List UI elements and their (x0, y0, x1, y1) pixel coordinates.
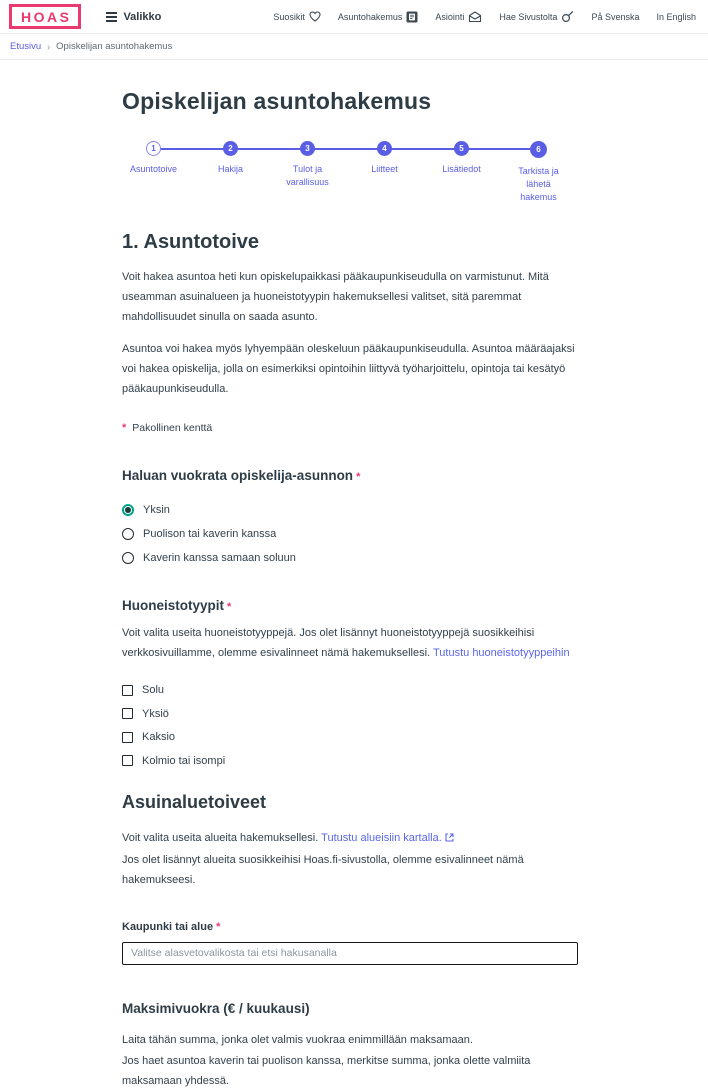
step-label: Asuntotoive (129, 164, 178, 174)
step-1-asuntotoive[interactable] (115, 141, 192, 204)
checkbox[interactable] (122, 755, 133, 766)
areas-map-link[interactable]: Tutustu alueisiin kartalla. (321, 831, 442, 844)
hoas-logo[interactable]: HOAS (9, 4, 81, 29)
nav-item-asuntohakemus[interactable] (338, 11, 419, 23)
nav-item-english[interactable] (656, 12, 696, 22)
rent-type-group-label (122, 468, 578, 483)
breadcrumb (0, 34, 708, 60)
radio-label: Puolison tai kaverin kanssa (143, 528, 277, 541)
heart-icon (309, 11, 321, 22)
apartment-types-options (122, 684, 578, 767)
search-icon (561, 10, 574, 23)
external-link-icon (445, 829, 454, 849)
application-icon (406, 11, 418, 23)
radio-button[interactable] (122, 552, 134, 564)
checkbox-label: Kaksio (142, 731, 176, 744)
step-circle: 3 (300, 141, 315, 156)
checkbox[interactable] (122, 685, 133, 696)
city-select-input[interactable] (122, 942, 578, 965)
breadcrumb-home-link[interactable]: Etusivu (10, 41, 42, 52)
rent-type-label-text: Haluan vuokrata opiskelija-asunnon (122, 468, 354, 484)
radio-option-kaverin[interactable] (122, 552, 578, 564)
apartment-types-link[interactable]: Tutustu huoneistotyyppeihin (432, 647, 570, 660)
nav-item-suosikit[interactable] (273, 11, 321, 22)
breadcrumb-separator: › (47, 41, 51, 52)
section-heading-asuinaluetoiveet: Asuinaluetoiveet (122, 791, 267, 812)
menu-button[interactable] (106, 11, 161, 23)
step-circle: 1 (146, 141, 161, 156)
nav-item-label: Asiointi (435, 11, 465, 22)
radio-label: Kaverin kanssa samaan soluun (143, 552, 296, 565)
mail-icon (468, 11, 482, 23)
checkbox-option-yksio[interactable] (122, 708, 578, 720)
required-field-note (122, 422, 578, 434)
step-circle: 2 (223, 141, 238, 156)
hamburger-icon (106, 12, 117, 22)
radio-label: Yksin (143, 504, 170, 517)
max-rent-line-1: Laita tähän summa, jonka olet valmis vuokraa enimmillään maksamaan. (122, 1033, 473, 1046)
radio-button[interactable] (122, 528, 134, 540)
nav-item-label: Suosikit (273, 11, 305, 22)
nav-item-label: In English (656, 11, 696, 22)
radio-option-puolison[interactable] (122, 528, 578, 540)
required-asterisk: * (356, 471, 361, 484)
intro-paragraph-1: Voit hakea asuntoa heti kun opiskelupaikkasi pääkaupunkiseudulla on varmistunut. Mitä useamman asuinalueen ja huoneistotyypin hakemuksellesi valitset, sitä paremmat mahdollisuudet sinulla on saada asunto. (122, 271, 549, 324)
required-asterisk: * (227, 601, 232, 614)
radio-button-checked[interactable] (122, 504, 134, 516)
nav-item-label: Asuntohakemus (337, 11, 403, 22)
step-label: Tulot ja varallisuus (286, 164, 329, 188)
checkbox-label: Yksiö (142, 707, 169, 720)
application-stepper (115, 141, 577, 204)
step-circle: 5 (454, 141, 469, 156)
step-label: Hakija (217, 164, 243, 174)
apartment-types-label-text: Huoneistotyypit (122, 598, 225, 614)
areas-line-2: Jos olet lisännyt alueita suosikkeihisi Hoas.fi-sivustolla, olemme esivalinneet nämä hakemukseesi. (122, 853, 524, 886)
areas-line-1 (122, 828, 578, 849)
checkbox[interactable] (122, 708, 133, 719)
page-title: Opiskelijan asuntohakemus (122, 88, 432, 114)
nav-item-svenska[interactable] (591, 12, 639, 22)
required-asterisk: * (216, 920, 221, 933)
radio-option-yksin[interactable] (122, 504, 578, 516)
checkbox-label: Kolmio tai isompi (142, 754, 226, 767)
step-label: Tarkista ja lähetä hakemus (518, 166, 559, 203)
nav-item-search[interactable] (499, 10, 574, 23)
menu-label: Valikko (123, 10, 162, 23)
step-5-lisatiedot[interactable] (423, 141, 500, 204)
checkbox-option-solu[interactable] (122, 684, 578, 696)
max-rent-line-2: Jos haet asuntoa kaverin tai puolison kanssa, merkitse summa, jonka olette valmiita maksamaan yhdessä. (122, 1054, 531, 1087)
checkbox[interactable] (122, 732, 133, 743)
section-heading-asuntotoive: 1. Asuntotoive (122, 231, 260, 254)
nav-item-asiointi[interactable] (435, 11, 482, 23)
header (0, 0, 708, 34)
areas-line-1-text: Voit valita useita alueita hakemuksellesi. (122, 831, 319, 844)
step-2-hakija[interactable] (192, 141, 269, 204)
apartment-types-description-text: Voit valita useita huoneistotyyppejä. Jos olet lisännyt huoneistotyyppejä suosikkeihisi verkkosivuillamme, olemme esivalinneet nämä hakemuksellesi. (122, 627, 535, 660)
city-field-label (122, 921, 578, 933)
breadcrumb-current: Opiskelijan asuntohakemus (56, 41, 173, 52)
intro-paragraph-2: Asuntoa voi hakea myös lyhyempään oleskeluun pääkaupunkiseudulla. Asuntoa määräajaksi voi hakea opiskelija, jolla on esimerkiksi opintoihin liittyvä työharjoittelu, opintoja tai kesätyö pääkaupunkiseudulla. (122, 343, 575, 396)
step-6-tarkista[interactable] (500, 141, 577, 204)
step-4-liitteet[interactable] (346, 141, 423, 204)
required-note-text: Pakollinen kenttä (132, 422, 213, 435)
apartment-types-group-label (122, 598, 578, 613)
step-circle: 6 (530, 141, 547, 158)
checkbox-option-kaksio[interactable] (122, 731, 578, 743)
main-content (122, 88, 578, 1091)
step-3-tulot[interactable] (269, 141, 346, 204)
checkbox-option-kolmio[interactable] (122, 755, 578, 767)
step-label: Lisätiedot (442, 164, 481, 174)
rent-type-options (122, 504, 578, 564)
apartment-types-description (122, 623, 578, 663)
step-circle: 4 (377, 141, 392, 156)
top-nav (273, 10, 696, 23)
city-field-label-text: Kaupunki tai alue (122, 920, 214, 933)
checkbox-label: Solu (142, 684, 165, 697)
step-label: Liitteet (371, 164, 398, 174)
nav-item-label: På Svenska (591, 11, 640, 22)
max-rent-heading: Maksimivuokra (€ / kuukausi) (122, 1000, 310, 1016)
nav-item-label: Hae Sivustolta (499, 11, 558, 22)
required-asterisk: * (122, 422, 127, 435)
